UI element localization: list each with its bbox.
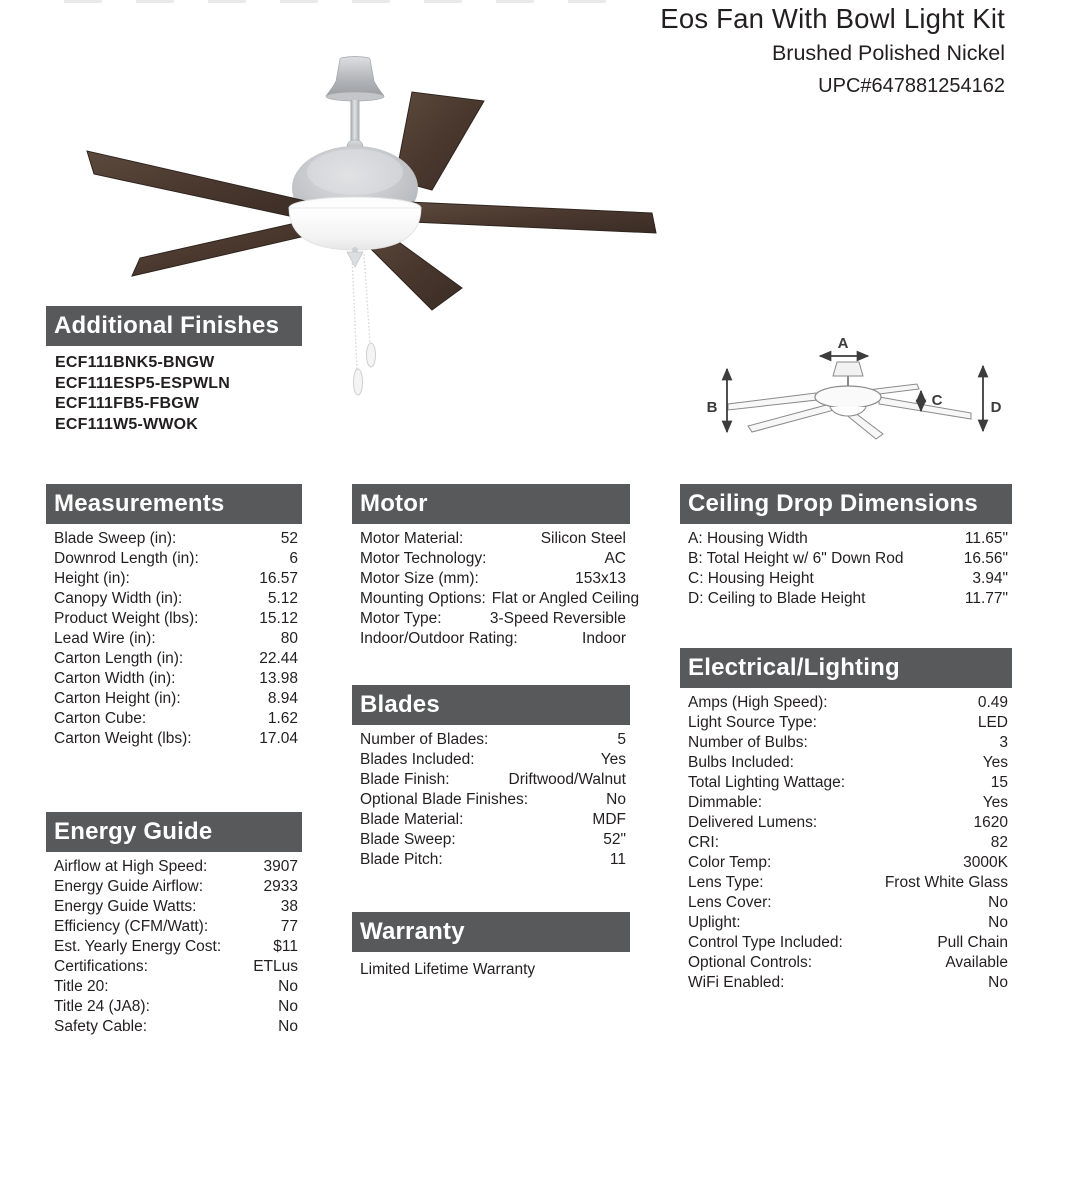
- spec-label: Blade Pitch:: [360, 851, 443, 868]
- fan-blade: [87, 151, 310, 220]
- spec-value: 11.65": [964, 530, 1008, 547]
- spec-label: Lead Wire (in):: [54, 630, 156, 647]
- spec-row: [46, 877, 302, 897]
- section-motor: [352, 484, 640, 649]
- spec-label: C: Housing Height: [688, 570, 814, 587]
- finish-code: ECF111ESP5-ESPWLN: [55, 374, 231, 392]
- spec-value: 3907: [263, 858, 298, 875]
- spec-label: Light Source Type:: [688, 714, 817, 731]
- spec-label: Carton Length (in):: [54, 650, 184, 667]
- spec-row: [680, 713, 1012, 733]
- spec-value: No: [278, 1018, 298, 1035]
- diagram-blade: [748, 404, 834, 432]
- spec-label: A: Housing Width: [688, 530, 808, 547]
- spec-value: No: [988, 914, 1008, 931]
- product-finish: Brushed Polished Nickel: [771, 41, 1005, 65]
- spec-label: Lens Type:: [688, 874, 764, 891]
- spec-row: [680, 773, 1012, 793]
- spec-row: [680, 753, 1012, 773]
- spec-value: 0.49: [977, 694, 1008, 711]
- spec-label: Total Lighting Wattage:: [688, 774, 846, 791]
- spec-row: [680, 569, 1012, 589]
- title-block: [575, 2, 1005, 99]
- spec-value: 1620: [973, 814, 1008, 831]
- finish-code: ECF111W5-WWOK: [55, 415, 199, 433]
- spec-label: Control Type Included:: [688, 934, 843, 951]
- spec-label: Efficiency (CFM/Watt):: [54, 918, 209, 935]
- section-header-energy-guide: Energy Guide: [46, 812, 302, 852]
- spec-label: Energy Guide Watts:: [54, 898, 197, 915]
- section-header-warranty: Warranty: [352, 912, 630, 952]
- cropped-top-text: [64, 0, 620, 3]
- spec-row: [352, 629, 630, 649]
- section-header-electrical-lighting: Electrical/Lighting: [680, 648, 1012, 688]
- spec-value: Yes: [982, 794, 1008, 811]
- spec-label: Mounting Options:: [360, 590, 486, 607]
- spec-value: Driftwood/Walnut: [508, 771, 626, 788]
- spec-value: Flat or Angled Ceiling: [491, 590, 640, 607]
- spec-value: 15: [990, 774, 1008, 791]
- spec-value: 11: [609, 851, 626, 868]
- spec-value: No: [988, 894, 1008, 911]
- spec-row: [46, 1017, 302, 1037]
- spec-value: MDF: [592, 811, 626, 828]
- spec-value: 3-Speed Reversible: [489, 610, 626, 627]
- spec-label: Optional Blade Finishes:: [360, 791, 529, 808]
- spec-label: Height (in):: [54, 570, 130, 587]
- measurements-rows: [46, 529, 302, 749]
- spec-label: Motor Technology:: [360, 550, 487, 567]
- spec-value: No: [278, 978, 298, 995]
- spec-row: [680, 693, 1012, 713]
- spec-row: [46, 629, 302, 649]
- diagram-blade: [728, 393, 817, 410]
- spec-value: ETLus: [253, 958, 298, 975]
- spec-label: Product Weight (lbs):: [54, 610, 199, 627]
- spec-value: Yes: [982, 754, 1008, 771]
- spec-label: Airflow at High Speed:: [54, 858, 208, 875]
- diagram-label-b: B: [706, 399, 718, 416]
- spec-label: Blades Included:: [360, 751, 475, 768]
- spec-label: Indoor/Outdoor Rating:: [360, 630, 518, 647]
- spec-label: Number of Bulbs:: [688, 734, 808, 751]
- spec-value: 52: [280, 530, 298, 547]
- fan-blade: [408, 202, 656, 233]
- spec-row: [46, 669, 302, 689]
- diagram-canopy: [833, 362, 863, 376]
- diagram-bowl: [830, 407, 866, 416]
- spec-label: Carton Weight (lbs):: [54, 730, 192, 747]
- section-header-blades: Blades: [352, 685, 630, 725]
- spec-value: Indoor: [582, 630, 626, 647]
- spec-row: [46, 689, 302, 709]
- spec-row: [680, 833, 1012, 853]
- finial: [347, 252, 363, 267]
- spec-label: Blade Sweep (in):: [54, 530, 177, 547]
- pull-chain: [352, 256, 357, 369]
- spec-value: 16.56": [963, 550, 1008, 567]
- spec-row: [46, 589, 302, 609]
- diagram-label-a: A: [837, 335, 849, 352]
- spec-value: 3: [999, 734, 1008, 751]
- spec-label: Canopy Width (in):: [54, 590, 183, 607]
- spec-row: [352, 750, 630, 770]
- spec-value: 52": [603, 831, 626, 848]
- spec-row: [352, 569, 630, 589]
- spec-label: Blade Finish:: [360, 771, 450, 788]
- spec-label: Title 20:: [54, 978, 109, 995]
- downrod: [351, 100, 360, 146]
- section-warranty: [352, 912, 630, 980]
- spec-value: Frost White Glass: [884, 874, 1008, 891]
- spec-row: [680, 973, 1012, 993]
- product-title: Eos Fan With Bowl Light Kit: [660, 3, 1005, 34]
- spec-label: CRI:: [688, 834, 719, 851]
- spec-label: Motor Type:: [360, 610, 442, 627]
- spec-row: [680, 793, 1012, 813]
- spec-value: 8.94: [267, 690, 298, 707]
- spec-value: 1.62: [267, 710, 298, 727]
- spec-label: D: Ceiling to Blade Height: [688, 590, 866, 607]
- spec-row: [46, 549, 302, 569]
- spec-label: Number of Blades:: [360, 731, 489, 748]
- spec-value: Yes: [600, 751, 626, 768]
- spec-value: 80: [280, 630, 298, 647]
- spec-value: 5: [617, 731, 626, 748]
- section-header-measurements: Measurements: [46, 484, 302, 524]
- spec-value: Silicon Steel: [540, 530, 626, 547]
- spec-row: [680, 813, 1012, 833]
- ceiling-drop-rows: [680, 529, 1012, 609]
- section-ceiling-drop-dimensions: [680, 484, 1012, 609]
- spec-value: 2933: [263, 878, 298, 895]
- spec-row: [352, 850, 630, 870]
- spec-value: $11: [273, 938, 298, 955]
- spec-value: 15.12: [259, 610, 298, 627]
- spec-row: [680, 589, 1012, 609]
- spec-row: [46, 529, 302, 549]
- spec-label: Downrod Length (in):: [54, 550, 199, 567]
- spec-label: Carton Cube:: [54, 710, 147, 727]
- section-electrical-lighting: [680, 648, 1012, 993]
- pull-chain-teardrop: [354, 369, 363, 395]
- spec-label: Blade Sweep:: [360, 831, 456, 848]
- finish-code: ECF111FB5-FBGW: [55, 395, 200, 412]
- spec-value: 3.94": [972, 570, 1008, 587]
- spec-row: [680, 933, 1012, 953]
- spec-label: Energy Guide Airflow:: [54, 878, 204, 895]
- spec-row: [352, 589, 640, 609]
- spec-row: [352, 549, 630, 569]
- spec-label: Uplight:: [688, 914, 741, 931]
- spec-label: Certifications:: [54, 958, 148, 975]
- ceiling-drop-diagram: [690, 330, 1012, 458]
- section-header-motor: Motor: [352, 484, 630, 524]
- spec-row: [680, 549, 1012, 569]
- spec-row: [46, 897, 302, 917]
- spec-label: B: Total Height w/ 6" Down Rod: [688, 550, 904, 567]
- product-upc: UPC#647881254162: [818, 75, 1005, 97]
- section-measurements: [46, 484, 302, 749]
- spec-value: 11.77": [964, 590, 1008, 607]
- spec-row: [46, 569, 302, 589]
- spec-row: [352, 730, 630, 750]
- spec-row: [46, 709, 302, 729]
- spec-label: Est. Yearly Energy Cost:: [54, 938, 222, 955]
- spec-label: Safety Cable:: [54, 1018, 148, 1035]
- spec-value: 38: [280, 898, 298, 915]
- fan-blade: [132, 218, 318, 276]
- spec-value: 3000K: [963, 854, 1008, 871]
- spec-row: [46, 857, 302, 877]
- spec-value: Available: [945, 954, 1008, 971]
- spec-row: [46, 937, 302, 957]
- spec-row: [46, 729, 302, 749]
- finish-code: ECF111BNK5-BNGW: [55, 354, 215, 371]
- motor-highlight: [307, 149, 403, 195]
- spec-value: AC: [604, 550, 626, 567]
- section-blades: [352, 685, 630, 870]
- diagram-label-d: D: [990, 399, 1002, 416]
- spec-label: Blade Material:: [360, 811, 464, 828]
- section-additional-finishes: [46, 306, 302, 435]
- spec-row: [680, 529, 1012, 549]
- spec-value: 82: [990, 834, 1008, 851]
- warranty-note: Limited Lifetime Warranty: [360, 961, 536, 978]
- energy-guide-rows: [46, 857, 302, 1037]
- spec-value: Pull Chain: [937, 934, 1008, 951]
- spec-value: No: [278, 998, 298, 1015]
- pull-chain-teardrop: [367, 343, 376, 367]
- spec-label: Motor Material:: [360, 530, 464, 547]
- spec-label: Color Temp:: [688, 854, 772, 871]
- spec-label: Bulbs Included:: [688, 754, 794, 771]
- electrical-rows: [680, 693, 1012, 993]
- spec-label: Dimmable:: [688, 794, 763, 811]
- diagram-label-c: C: [931, 392, 943, 409]
- spec-row: [46, 649, 302, 669]
- spec-value: 6: [289, 550, 298, 567]
- spec-label: Delivered Lumens:: [688, 814, 818, 831]
- spec-row: [46, 917, 302, 937]
- section-energy-guide: [46, 812, 302, 1037]
- canopy: [326, 57, 384, 96]
- section-header-additional-finishes: Additional Finishes: [46, 306, 302, 346]
- spec-row: [46, 997, 302, 1017]
- spec-value: 5.12: [267, 590, 298, 607]
- spec-value: 77: [280, 918, 298, 935]
- motor-rows: [352, 529, 640, 649]
- spec-value: 153x13: [575, 570, 626, 587]
- spec-value: 13.98: [259, 670, 298, 687]
- spec-value: No: [988, 974, 1008, 991]
- spec-row: [352, 790, 630, 810]
- spec-row: [680, 733, 1012, 753]
- diagram-motor: [815, 386, 881, 408]
- pull-chain: [364, 254, 370, 343]
- canopy-rim: [326, 92, 384, 101]
- spec-row: [46, 957, 302, 977]
- spec-row: [352, 830, 630, 850]
- spec-label: Lens Cover:: [688, 894, 772, 911]
- spec-label: Amps (High Speed):: [688, 694, 828, 711]
- spec-label: Optional Controls:: [688, 954, 813, 971]
- spec-row: [680, 953, 1012, 973]
- spec-label: Title 24 (JA8):: [54, 998, 150, 1015]
- finish-list: [46, 353, 302, 435]
- spec-value: 17.04: [259, 730, 298, 747]
- spec-row: [352, 609, 630, 629]
- spec-row: [46, 609, 302, 629]
- spec-row: [352, 810, 630, 830]
- section-header-ceiling-drop-dimensions: Ceiling Drop Dimensions: [680, 484, 1012, 524]
- spec-value: No: [606, 791, 626, 808]
- spec-row: [352, 529, 630, 549]
- spec-value: LED: [977, 714, 1008, 731]
- spec-label: Carton Height (in):: [54, 690, 181, 707]
- spec-row: [680, 873, 1012, 893]
- spec-row: [46, 977, 302, 997]
- diagram-blade: [879, 397, 971, 419]
- spec-label: Motor Size (mm):: [360, 570, 479, 587]
- spec-value: 16.57: [259, 570, 298, 587]
- spec-row: [680, 893, 1012, 913]
- spec-row: [680, 853, 1012, 873]
- spec-value: 22.44: [259, 650, 298, 667]
- spec-label: Carton Width (in):: [54, 670, 176, 687]
- blades-rows: [352, 730, 630, 870]
- spec-row: [352, 770, 630, 790]
- spec-label: WiFi Enabled:: [688, 974, 785, 991]
- spec-row: [680, 913, 1012, 933]
